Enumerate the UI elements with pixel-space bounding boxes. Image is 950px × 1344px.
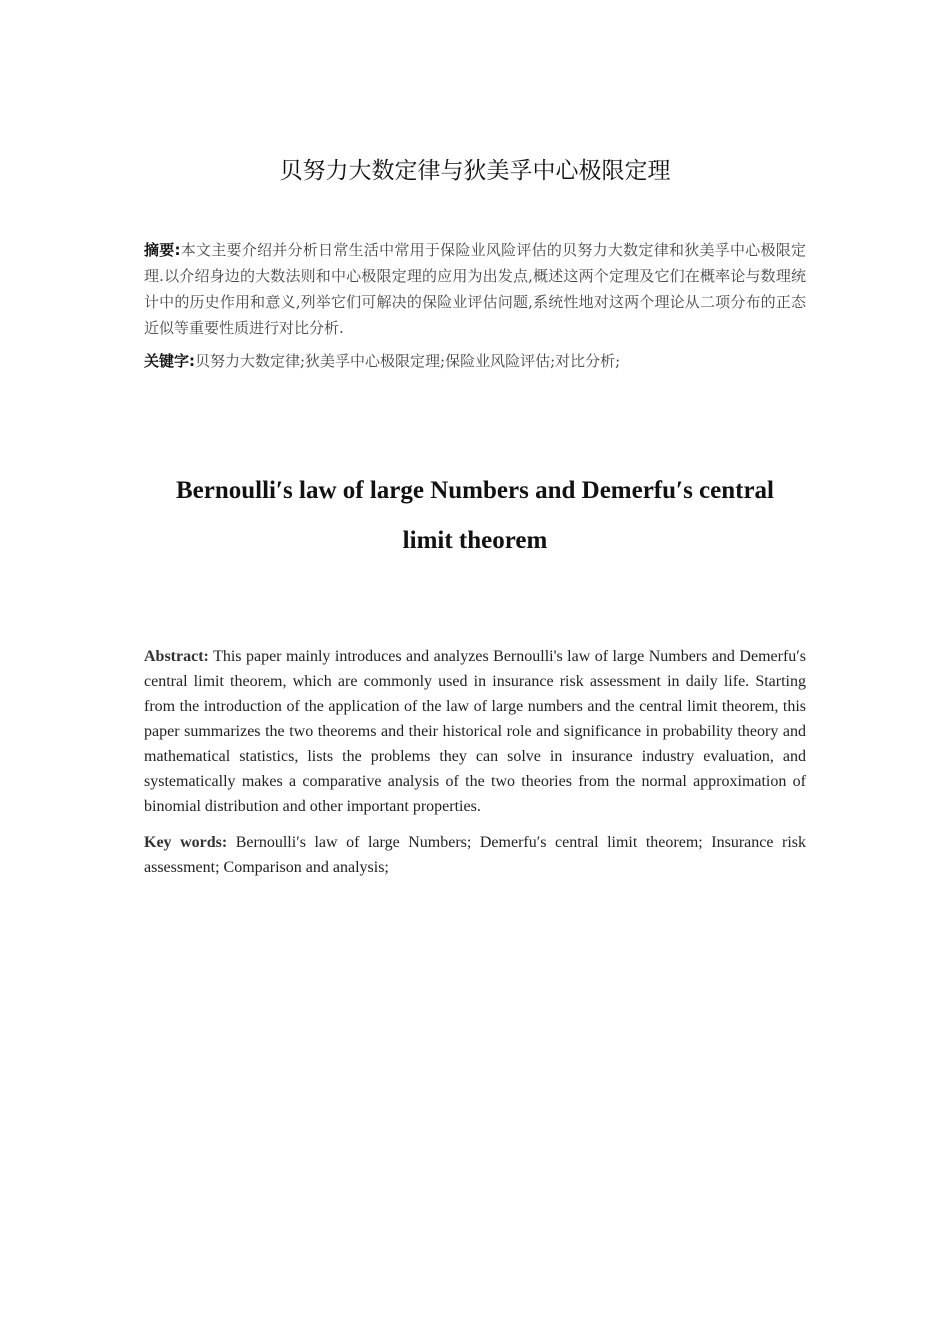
chinese-keywords-label: 关键字: — [144, 352, 195, 370]
english-abstract-text: This paper mainly introduces and analyzes Bernoulli's law of large Numbers and Demerfu′s central limit theorem, which are commonly used in insurance risk assessment in daily life. Starting from the introduction of the application of the law of large numbers and the central limit theorem, this paper summarizes the two theorems and their historical role and significance in probability theory and mathematical statistics, lists the problems they can solve in insurance industry evaluation, and systematically makes a comparative analysis of the two theories from the normal approximation of binomial distribution and other important properties. — [144, 648, 806, 815]
english-abstract-label: Abstract: — [144, 648, 209, 665]
english-keywords-text: Bernoulli′s law of large Numbers; Demerfu′s central limit theorem; Insurance risk assessment; Comparison and analysis; — [144, 834, 806, 876]
chinese-abstract-text: 本文主要介绍并分析日常生活中常用于保险业风险评估的贝努力大数定律和狄美孚中心极限定理.以介绍身边的大数法则和中心极限定理的应用为出发点,概述这两个定理及它们在概率论与数理统计中的历史作用和意义,列举它们可解决的保险业评估问题,系统性地对这两个理论从二项分布的正态近似等重要性质进行对比分析. — [144, 241, 806, 337]
english-abstract — [144, 644, 806, 819]
chinese-abstract — [144, 237, 806, 341]
chinese-abstract-label: 摘要: — [144, 241, 181, 259]
english-title — [120, 466, 830, 566]
english-keywords-label: Key words: — [144, 834, 228, 851]
chinese-keywords — [144, 348, 806, 374]
english-keywords — [144, 830, 806, 880]
chinese-keywords-text: 贝努力大数定律;狄美孚中心极限定理;保险业风险评估;对比分析; — [195, 352, 621, 370]
english-title-line-2: limit theorem — [402, 527, 548, 554]
chinese-title: 贝努力大数定律与狄美孚中心极限定理 — [279, 158, 671, 184]
english-title-line-1: Bernoulli′s law of large Numbers and Demerfu′s central — [175, 477, 775, 504]
